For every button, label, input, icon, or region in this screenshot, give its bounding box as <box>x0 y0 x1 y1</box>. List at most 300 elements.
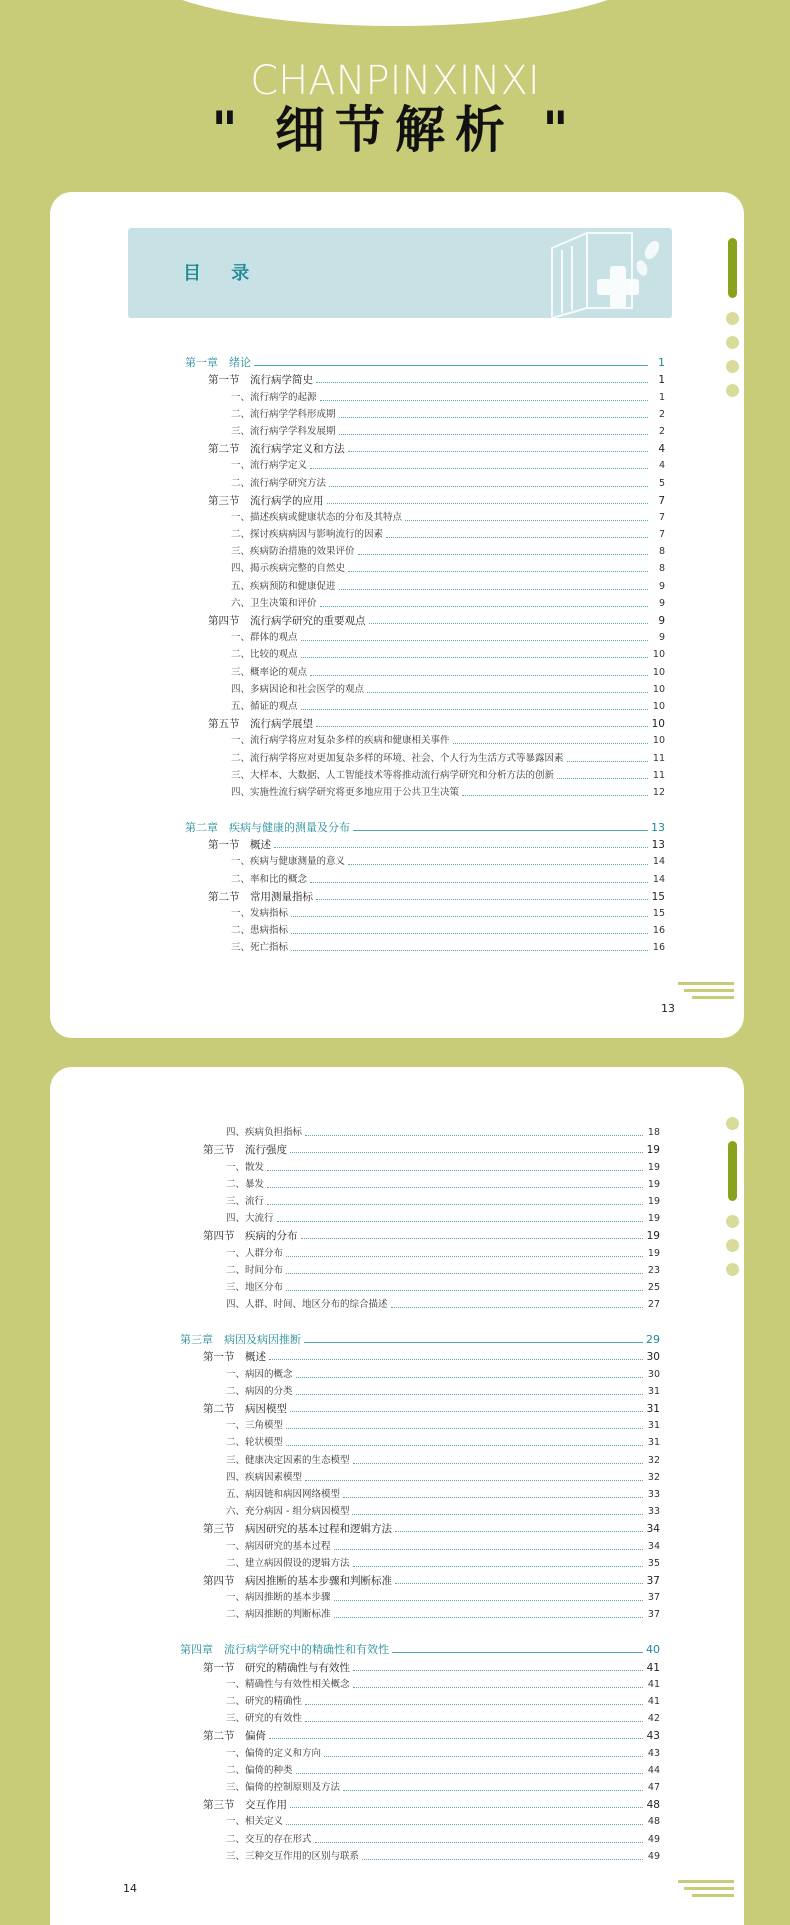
scroll-dot[interactable] <box>726 1117 739 1130</box>
toc-leader-line <box>269 1738 643 1739</box>
toc-item-row[interactable] <box>180 1243 660 1260</box>
toc-item-row[interactable] <box>185 456 665 473</box>
toc-page-number: 31 <box>647 1385 660 1397</box>
toc-entry-title: 二、暴发 <box>226 1178 265 1190</box>
toc-leader-line <box>392 1652 643 1653</box>
toc-entry-title: 一、相关定义 <box>226 1816 284 1828</box>
toc-entry-title: 五、疾病预防和健康促进 <box>231 580 336 592</box>
toc-entry-title: 三、地区分布 <box>226 1281 284 1293</box>
scroll-dot[interactable] <box>726 336 739 349</box>
toc-leader-line <box>369 623 649 624</box>
toc-entry-title: 第二节 常用测量指标 <box>208 890 313 903</box>
toc-entry-title: 一、散发 <box>226 1161 265 1173</box>
toc-leader-line <box>386 537 648 538</box>
toc-leader-line <box>286 1273 643 1274</box>
toc-page-number: 15 <box>652 908 665 919</box>
toc-item-row[interactable] <box>185 594 665 611</box>
toc-page-number: 16 <box>652 925 665 937</box>
toc-page-number: 2 <box>658 425 665 437</box>
toc-page-number: 4 <box>658 460 665 472</box>
toc-leader-line <box>353 1463 643 1464</box>
toc-leader-line <box>343 1790 643 1791</box>
toc-entry-title: 一、三角模型 <box>226 1420 284 1432</box>
toc-entry-title: 一、人群分布 <box>226 1247 284 1259</box>
toc-page-number: 4 <box>658 443 665 456</box>
toc-entry-title: 四、大流行 <box>226 1213 274 1225</box>
toc-leader-line <box>334 1549 643 1550</box>
toc-page-number: 10 <box>651 718 665 731</box>
toc-page-number: 15 <box>651 890 665 903</box>
toc-page-number: 1 <box>658 391 665 403</box>
toc-entry-title: 二、流行病学研究方法 <box>231 477 327 489</box>
toc-section-row[interactable] <box>180 1519 660 1536</box>
toc-title: 目 录 <box>183 263 262 284</box>
toc-leader-line <box>286 1445 643 1446</box>
toc-leader-line <box>405 520 648 521</box>
toc-page-number: 10 <box>652 735 665 747</box>
toc-page-number: 37 <box>646 1574 660 1587</box>
scroll-dot[interactable] <box>726 1239 739 1252</box>
toc-leader-line <box>367 692 648 693</box>
toc-entry-title: 四、疾病负担指标 <box>226 1127 303 1139</box>
toc-section-row[interactable] <box>180 1226 660 1243</box>
toc-entry-title: 三、流行 <box>226 1195 265 1207</box>
toc-leader-line <box>352 1514 643 1515</box>
toc-entry-title: 第二节 偏倚 <box>203 1730 266 1743</box>
toc-item-row[interactable] <box>185 525 665 542</box>
toc-leader-line <box>395 1583 643 1584</box>
stripes-decoration <box>678 982 734 1002</box>
toc-page-number: 9 <box>658 632 665 644</box>
toc-page-number: 10 <box>652 649 665 661</box>
toc-item-row[interactable] <box>180 1123 660 1140</box>
toc-entry-title: 三、流行病学学科发展期 <box>231 425 336 437</box>
toc-page-number: 34 <box>647 1540 660 1552</box>
toc-leader-line <box>395 1531 643 1532</box>
toc-page-2 <box>50 1067 744 1925</box>
page-number: 14 <box>123 1882 137 1895</box>
toc-leader-line <box>305 1480 643 1481</box>
toc-leader-line <box>305 1135 643 1136</box>
banner-chinese: " 细节解析 " <box>211 101 579 159</box>
toc-page-number: 33 <box>647 1488 660 1500</box>
toc-entry-title: 三、偏倚的控制原则及方法 <box>226 1781 341 1793</box>
toc-entry-title: 二、研究的精确性 <box>226 1696 303 1707</box>
toc-entry-title: 一、流行病学的起源 <box>231 391 317 403</box>
toc-entry-title: 二、病因的分类 <box>226 1385 293 1397</box>
toc-item-row[interactable] <box>180 1743 660 1760</box>
stripes-decoration <box>678 1880 734 1900</box>
toc-entry-title: 一、群体的观点 <box>231 632 298 644</box>
toc-leader-line <box>316 726 648 727</box>
toc-leader-line <box>315 1842 643 1843</box>
toc-leader-line <box>324 1756 643 1757</box>
toc-page-number: 35 <box>647 1557 660 1569</box>
toc-item-row[interactable] <box>180 1433 660 1450</box>
toc-page-number: 32 <box>647 1454 660 1466</box>
toc-page-number: 43 <box>646 1730 660 1743</box>
toc-section-row[interactable] <box>185 491 665 508</box>
toc-page-number: 11 <box>652 752 665 764</box>
toc-leader-line <box>286 1824 643 1825</box>
toc-leader-line <box>339 417 648 418</box>
toc-section-row[interactable] <box>185 611 665 628</box>
toc-entry-title: 一、精确性与有效性相关概念 <box>226 1678 350 1690</box>
toc-entry-title: 第一节 流行病学简史 <box>208 374 313 387</box>
scroll-dot[interactable] <box>726 360 739 373</box>
toc-item-row[interactable] <box>180 1502 660 1519</box>
toc-page-number: 19 <box>647 1213 660 1225</box>
toc-item-row[interactable] <box>185 938 665 955</box>
toc-entry-title: 三、三种交互作用的区别与联系 <box>226 1850 360 1862</box>
toc-leader-line <box>391 1307 643 1308</box>
toc-item-row[interactable] <box>180 1692 660 1709</box>
toc-section-row[interactable] <box>185 439 665 456</box>
toc-page-number: 30 <box>646 1351 660 1364</box>
toc-leader-line <box>362 1859 643 1860</box>
toc-page-number: 19 <box>647 1178 660 1190</box>
toc-spacer <box>185 800 665 818</box>
toc-page-number: 41 <box>646 1661 660 1674</box>
toc-leader-line <box>301 640 648 641</box>
toc-item-row[interactable] <box>185 680 665 697</box>
toc-item-row[interactable] <box>185 921 665 938</box>
toc-page-number: 10 <box>652 666 665 678</box>
toc-item-row[interactable] <box>185 662 665 679</box>
toc-entry-title: 四、多病因论和社会医学的观点 <box>231 683 365 695</box>
toc-leader-line <box>462 795 648 796</box>
toc-item-row[interactable] <box>180 1278 660 1295</box>
toc-entry-title: 第一节 概述 <box>203 1351 266 1364</box>
toc-entry-title: 二、轮状模型 <box>226 1437 284 1449</box>
toc-page-number: 44 <box>647 1764 660 1776</box>
toc-entry-title: 三、概率论的观点 <box>231 666 308 678</box>
toc-page-number: 37 <box>647 1609 660 1621</box>
toc-spacer <box>180 1312 660 1330</box>
toc-page-number: 10 <box>652 700 665 712</box>
toc-entry-title: 第四节 病因推断的基本步骤和判断标准 <box>203 1574 392 1587</box>
toc-entry-title: 一、流行病学定义 <box>231 460 308 472</box>
toc-entry-title: 一、病因的概念 <box>226 1368 293 1380</box>
toc-item-row[interactable] <box>185 852 665 869</box>
toc-page-number: 10 <box>652 683 665 695</box>
toc-page-number: 7 <box>658 511 665 523</box>
toc-entry-title: 三、研究的有效性 <box>226 1713 303 1725</box>
toc-leader-line <box>274 847 648 848</box>
toc-entry-title: 一、病因推断的基本步骤 <box>226 1592 331 1604</box>
scroll-dot[interactable] <box>726 384 739 397</box>
toc-entry-title: 五、病因链和病因网络模型 <box>226 1488 341 1500</box>
toc-leader-line <box>254 365 648 366</box>
toc-entry-title: 第三节 流行病学的应用 <box>208 494 324 507</box>
toc-leader-line <box>339 434 648 435</box>
toc-leader-line <box>339 589 648 590</box>
toc-item-row[interactable] <box>180 1829 660 1846</box>
toc-item-row[interactable] <box>180 1554 660 1571</box>
toc-page-number: 49 <box>647 1850 660 1862</box>
toc-section-row[interactable] <box>185 835 665 852</box>
toc-leader-line <box>296 1377 643 1378</box>
toc-entry-title: 一、疾病与健康测量的意义 <box>231 856 346 868</box>
toc-item-row[interactable] <box>180 1192 660 1209</box>
toc-entry-title: 一、病因研究的基本过程 <box>226 1540 331 1552</box>
toc-leader-line <box>267 1204 643 1205</box>
toc-leader-line <box>316 899 648 900</box>
toc-item-row[interactable] <box>180 1761 660 1778</box>
toc-entry-title: 一、发病指标 <box>231 908 289 919</box>
toc-item-row[interactable] <box>185 405 665 422</box>
toc-page-number: 11 <box>652 769 665 781</box>
toc-section-row[interactable] <box>185 370 665 387</box>
toc-page-number: 19 <box>646 1144 660 1157</box>
scroll-thumb[interactable] <box>728 238 737 298</box>
toc-item-row[interactable] <box>185 508 665 525</box>
toc-leader-line <box>267 1187 643 1188</box>
toc-page-number: 19 <box>647 1195 660 1207</box>
toc-item-row[interactable] <box>185 904 665 921</box>
toc-section-row[interactable] <box>180 1726 660 1743</box>
toc-item-row[interactable] <box>180 1468 660 1485</box>
toc-item-row[interactable] <box>180 1261 660 1278</box>
scroll-indicator[interactable] <box>724 1117 740 1287</box>
toc-item-row[interactable] <box>180 1209 660 1226</box>
toc-entry-title: 四、疾病因素模型 <box>226 1471 303 1483</box>
toc-leader-line <box>310 468 648 469</box>
toc-leader-line <box>277 1221 643 1222</box>
toc-leader-line <box>348 864 648 865</box>
toc-leader-line <box>290 1411 643 1412</box>
toc-item-row[interactable] <box>185 783 665 800</box>
toc-leader-line <box>310 675 648 676</box>
toc-leader-line <box>291 950 648 951</box>
toc-page-number: 42 <box>647 1713 660 1725</box>
toc-section-row[interactable] <box>180 1347 660 1364</box>
banner-english: CHANPINXINXI <box>250 58 540 104</box>
toc-header <box>128 228 672 318</box>
toc-page-number: 48 <box>646 1799 660 1812</box>
toc-entry-title: 第四节 疾病的分布 <box>203 1230 298 1243</box>
scroll-indicator[interactable] <box>724 238 740 408</box>
toc-item-row[interactable] <box>180 1605 660 1622</box>
toc-item-row[interactable] <box>180 1175 660 1192</box>
toc-item-row[interactable] <box>180 1295 660 1312</box>
toc-page-number: 41 <box>647 1678 660 1690</box>
toc-entry-title: 第四章 流行病学研究中的精确性和有效性 <box>180 1643 389 1657</box>
toc-page-number: 8 <box>658 546 665 558</box>
toc-entry-title: 三、死亡指标 <box>231 942 289 954</box>
toc-entry-title: 二、偏倚的种类 <box>226 1764 293 1776</box>
toc-section-row[interactable] <box>180 1795 660 1812</box>
toc-leader-line <box>453 743 648 744</box>
toc-leader-line <box>286 1428 643 1429</box>
toc-leader-line <box>290 1807 643 1808</box>
toc-item-row[interactable] <box>180 1364 660 1381</box>
toc-leader-line <box>320 400 648 401</box>
toc-item-row[interactable] <box>185 628 665 645</box>
toc-entry-title: 四、揭示疾病完整的自然史 <box>231 563 346 575</box>
toc-page-number: 25 <box>647 1281 660 1293</box>
toc-leader-line <box>296 1394 643 1395</box>
toc-page-number: 1 <box>658 374 665 387</box>
toc-page-number: 19 <box>646 1230 660 1243</box>
scroll-dot[interactable] <box>726 312 739 325</box>
scroll-dot[interactable] <box>726 1215 739 1228</box>
toc-item-row[interactable] <box>180 1709 660 1726</box>
toc-section-row[interactable] <box>180 1399 660 1416</box>
toc-entry-title: 一、偏倚的定义和方向 <box>226 1747 322 1759</box>
toc-item-row[interactable] <box>185 559 665 576</box>
toc-item-row[interactable] <box>180 1812 660 1829</box>
toc-leader-line <box>348 571 648 572</box>
toc-page-number: 13 <box>651 821 665 835</box>
toc-item-row[interactable] <box>180 1485 660 1502</box>
toc-entry-title: 第三节 流行强度 <box>203 1144 287 1157</box>
toc-page-number: 9 <box>658 597 665 609</box>
toc-entry-title: 第四节 流行病学研究的重要观点 <box>208 615 366 627</box>
toc-entry-title: 第二节 病因模型 <box>203 1403 287 1415</box>
toc-leader-line <box>327 503 649 504</box>
toc-leader-line <box>316 382 648 383</box>
toc-page-number: 14 <box>652 856 665 868</box>
toc-item-row[interactable] <box>185 869 665 886</box>
toc-page-number: 34 <box>646 1523 660 1536</box>
toc-entry-title: 四、人群、时间、地区分布的综合描述 <box>226 1299 388 1311</box>
toc-leader-line <box>353 1687 643 1688</box>
toc-leader-line <box>334 1600 643 1601</box>
toc-page-1 <box>50 192 744 1038</box>
toc-leader-line <box>310 882 648 883</box>
toc-item-row[interactable] <box>185 542 665 559</box>
toc-item-row[interactable] <box>185 766 665 783</box>
toc-page-number: 31 <box>647 1437 660 1449</box>
toc-leader-line <box>267 1170 643 1171</box>
toc-chapter-row[interactable] <box>185 818 665 835</box>
toc-item-row[interactable] <box>180 1157 660 1174</box>
toc-item-row[interactable] <box>180 1450 660 1467</box>
toc-leader-line <box>567 761 648 762</box>
toc-entry-title: 二、比较的观点 <box>231 649 298 661</box>
toc-entry-title: 二、流行病学学科形成期 <box>231 408 336 420</box>
toc-page-number: 1 <box>658 356 665 370</box>
scroll-thumb[interactable] <box>728 1141 737 1201</box>
toc-chapter-row[interactable] <box>180 1640 660 1657</box>
toc-item-row[interactable] <box>185 422 665 439</box>
toc-page-number: 41 <box>647 1696 660 1707</box>
toc-page-number: 16 <box>652 942 665 954</box>
toc-entry-title: 二、患病指标 <box>231 925 289 937</box>
toc-page-number: 18 <box>647 1127 660 1139</box>
toc-leader-line <box>329 486 648 487</box>
toc-list <box>185 353 665 955</box>
toc-entry-title: 第二章 疾病与健康的测量及分布 <box>185 821 350 835</box>
toc-leader-line <box>286 1290 643 1291</box>
toc-page-number: 7 <box>658 494 665 507</box>
toc-entry-title: 六、充分病因 - 组分病因模型 <box>226 1506 350 1518</box>
toc-item-row[interactable] <box>185 645 665 662</box>
toc-leader-line <box>343 1497 643 1498</box>
toc-entry-title: 二、率和比的概念 <box>231 873 308 885</box>
toc-entry-title: 五、循证的观点 <box>231 700 298 712</box>
toc-list <box>180 1123 660 1864</box>
toc-entry-title: 二、时间分布 <box>226 1264 284 1276</box>
toc-leader-line <box>334 1617 643 1618</box>
toc-page-number: 47 <box>647 1781 660 1793</box>
toc-page-number: 19 <box>647 1161 660 1173</box>
toc-item-row[interactable] <box>185 576 665 593</box>
toc-item-row[interactable] <box>180 1416 660 1433</box>
toc-entry-title: 二、流行病学将应对更加复杂多样的环境、社会、个人行为生活方式等暴露因素 <box>231 752 564 764</box>
toc-section-row[interactable] <box>185 714 665 731</box>
toc-entry-title: 一、流行病学将应对复杂多样的疾病和健康相关事件 <box>231 735 450 747</box>
toc-leader-line <box>304 1342 643 1343</box>
toc-section-row[interactable] <box>180 1657 660 1674</box>
toc-page-number: 49 <box>647 1833 660 1845</box>
toc-entry-title: 第一节 研究的精确性与有效性 <box>203 1661 350 1674</box>
toc-section-row[interactable] <box>185 887 665 904</box>
toc-page-number: 32 <box>647 1471 660 1483</box>
toc-item-row[interactable] <box>185 473 665 490</box>
toc-leader-line <box>291 916 648 917</box>
toc-page-number: 13 <box>651 839 665 852</box>
toc-item-row[interactable] <box>185 697 665 714</box>
toc-page-number: 8 <box>658 563 665 575</box>
toc-item-row[interactable] <box>185 731 665 748</box>
toc-entry-title: 三、大样本、大数据、人工智能技术等将推动流行病学研究和分析方法的创新 <box>231 769 555 781</box>
toc-entry-title: 六、卫生决策和评价 <box>231 597 317 609</box>
toc-leader-line <box>348 451 649 452</box>
toc-item-row[interactable] <box>185 387 665 404</box>
toc-section-row[interactable] <box>180 1140 660 1157</box>
toc-section-row[interactable] <box>180 1571 660 1588</box>
toc-page-number: 9 <box>658 580 665 592</box>
toc-item-row[interactable] <box>180 1536 660 1553</box>
toc-item-row[interactable] <box>180 1847 660 1864</box>
toc-entry-title: 二、建立病因假设的逻辑方法 <box>226 1557 350 1569</box>
toc-leader-line <box>286 1256 643 1257</box>
toc-page-number: 14 <box>652 873 665 885</box>
toc-item-row[interactable] <box>185 748 665 765</box>
toc-item-row[interactable] <box>180 1778 660 1795</box>
toc-item-row[interactable] <box>180 1382 660 1399</box>
toc-page-number: 31 <box>647 1420 660 1432</box>
toc-leader-line <box>301 657 648 658</box>
toc-page-number: 40 <box>646 1643 660 1657</box>
toc-leader-line <box>305 1704 643 1705</box>
toc-entry-title: 第三章 病因及病因推断 <box>180 1333 301 1347</box>
toc-entry-title: 四、实施性流行病学研究将更多地应用于公共卫生决策 <box>231 786 460 798</box>
scroll-dot[interactable] <box>726 1263 739 1276</box>
toc-page-number: 31 <box>646 1403 660 1415</box>
toc-item-row[interactable] <box>180 1588 660 1605</box>
toc-entry-title: 第一节 概述 <box>208 839 271 852</box>
toc-entry-title: 第一章 绪论 <box>185 356 251 370</box>
toc-leader-line <box>290 1152 643 1153</box>
top-decorative-arc <box>140 0 650 26</box>
toc-item-row[interactable] <box>180 1675 660 1692</box>
book-medical-icon <box>542 228 672 318</box>
toc-page-number: 12 <box>652 786 665 798</box>
toc-chapter-row[interactable] <box>185 353 665 370</box>
toc-page-number: 33 <box>647 1506 660 1518</box>
toc-chapter-row[interactable] <box>180 1330 660 1347</box>
toc-entry-title: 二、探讨疾病病因与影响流行的因素 <box>231 529 384 541</box>
toc-page-number: 27 <box>647 1299 660 1311</box>
toc-leader-line <box>557 778 648 779</box>
toc-entry-title: 二、交互的存在形式 <box>226 1833 312 1845</box>
toc-entry-title: 三、健康决定因素的生态模型 <box>226 1454 350 1466</box>
toc-page-number: 9 <box>658 615 665 627</box>
toc-page-number: 48 <box>647 1816 660 1828</box>
